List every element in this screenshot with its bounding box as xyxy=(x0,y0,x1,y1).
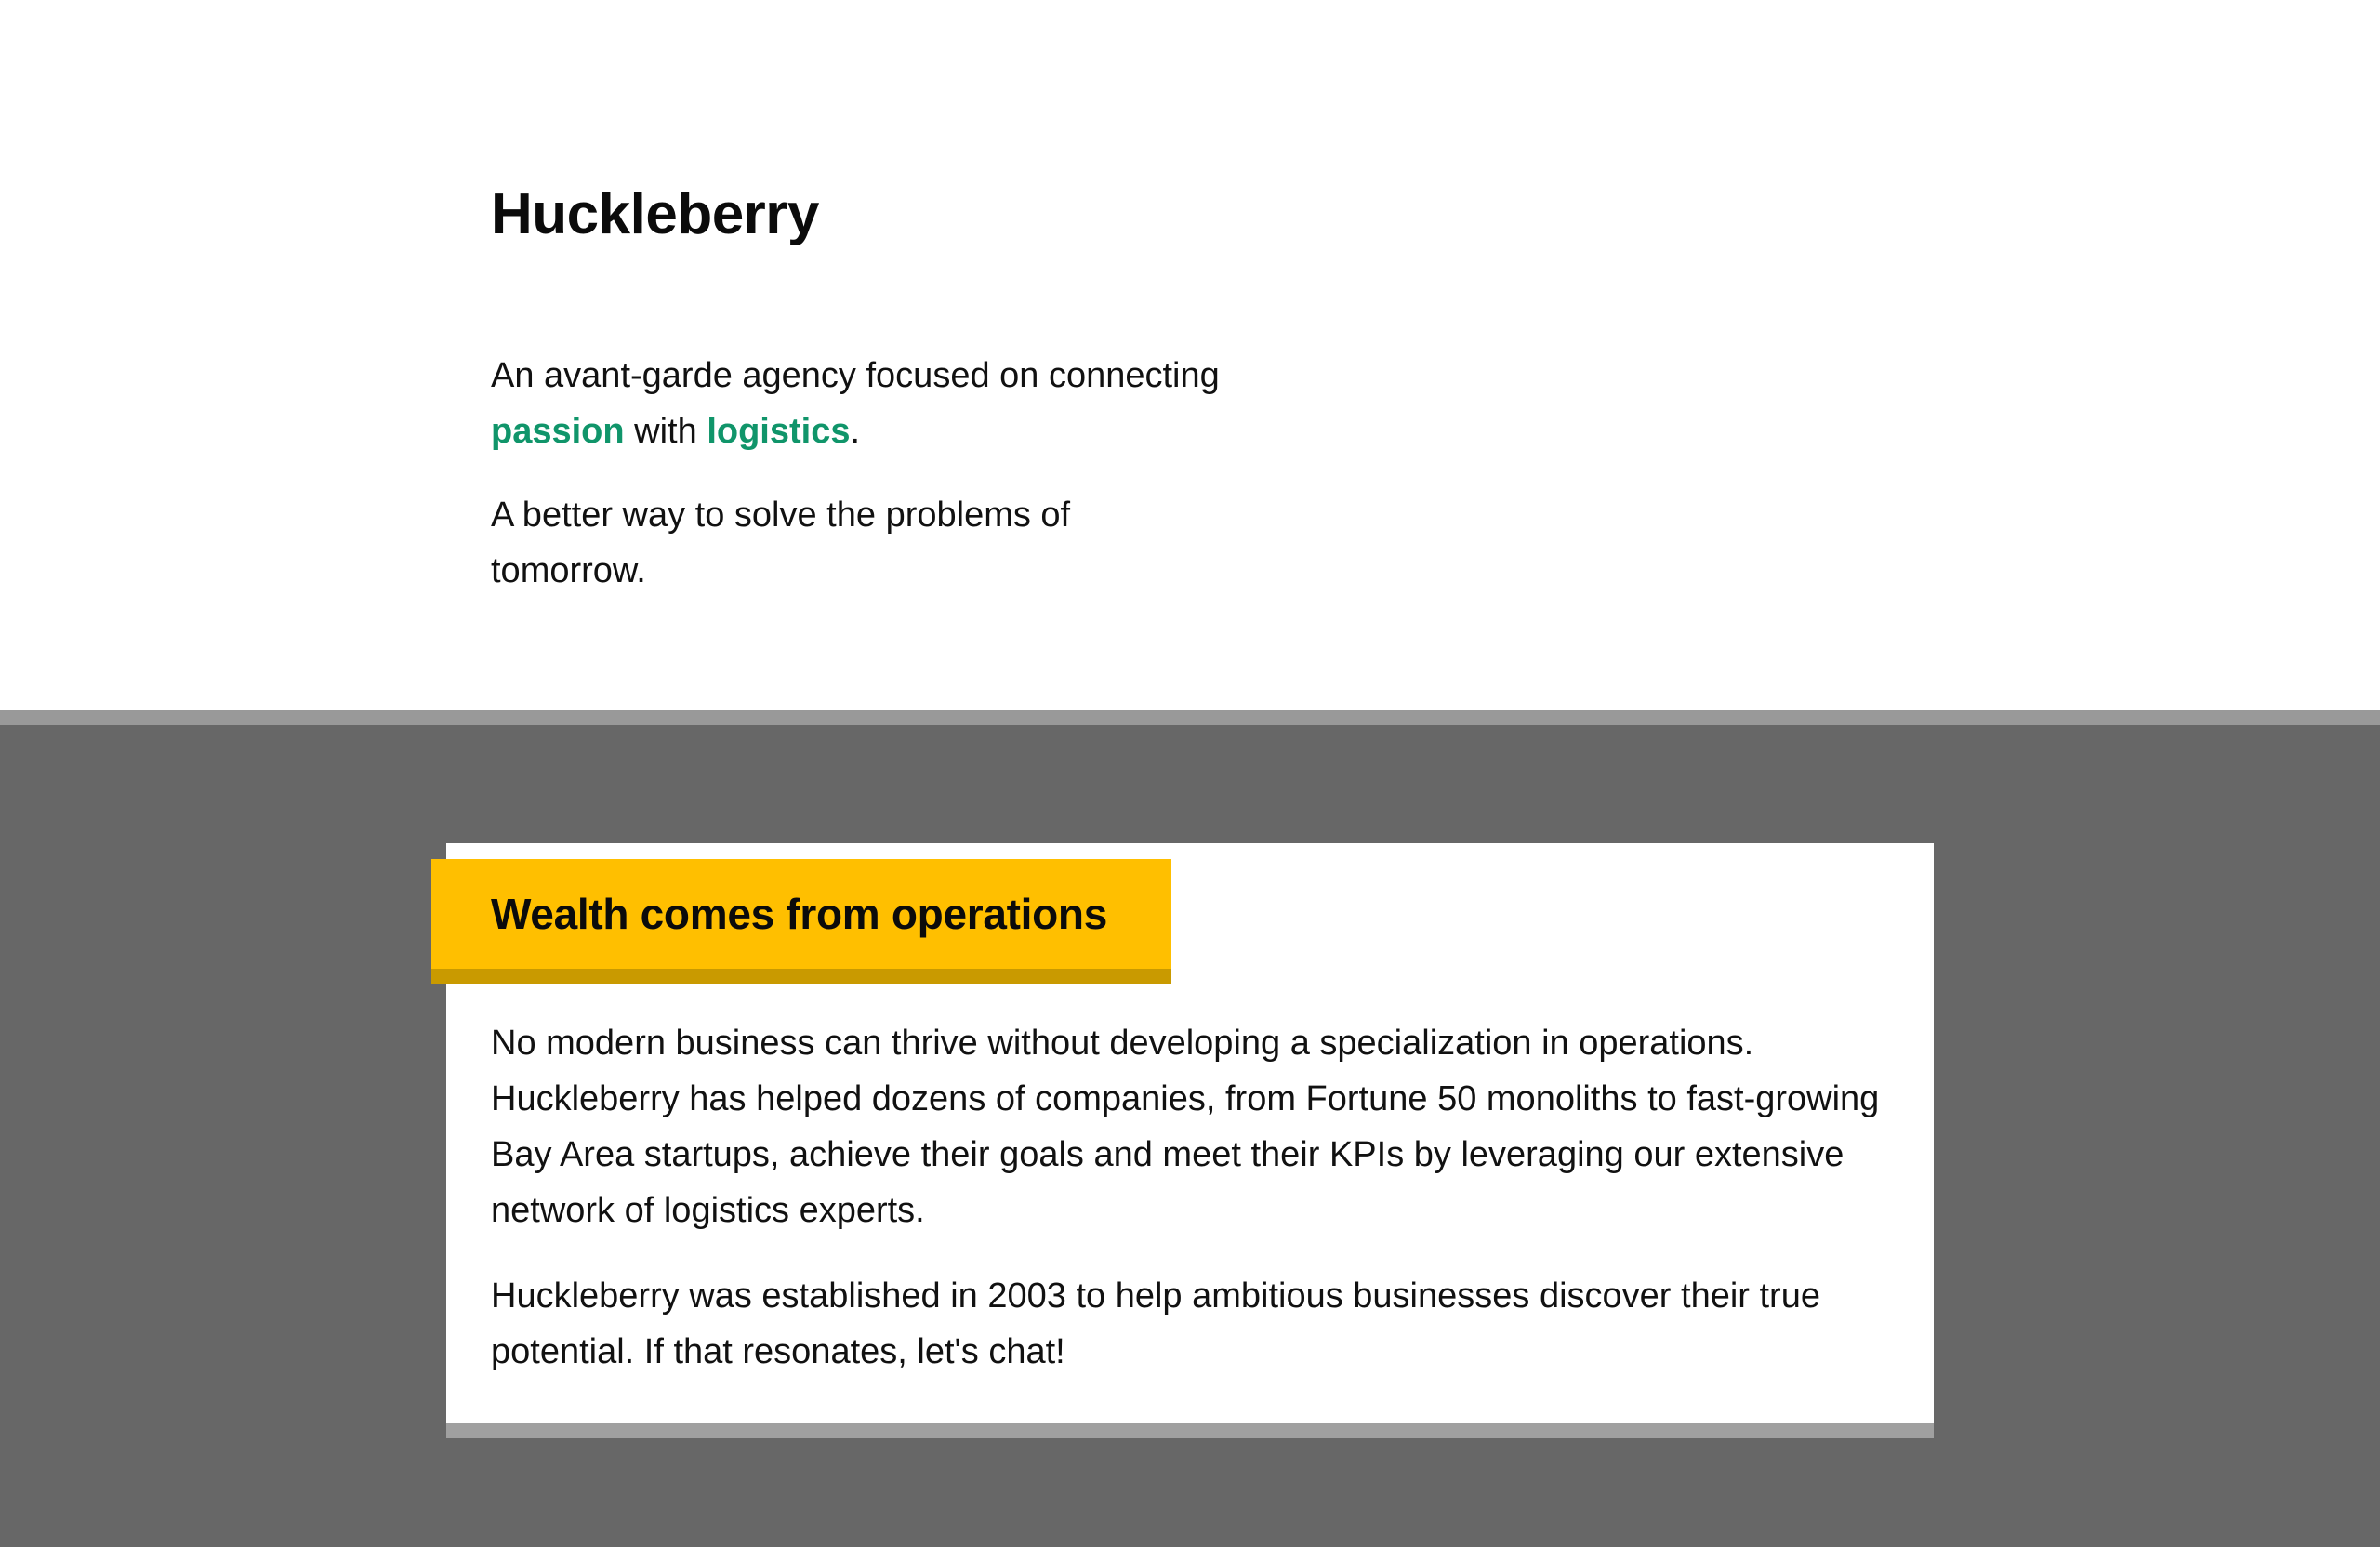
tagline-prefix: An avant-garde agency focused on connecting xyxy=(491,356,1220,395)
about-section xyxy=(0,725,2380,1547)
tagline-suffix: . xyxy=(850,412,861,451)
about-heading: Wealth comes from operations xyxy=(491,890,1108,938)
hero-tagline xyxy=(491,348,1290,459)
tagline-accent-logistics: logistics xyxy=(707,412,851,451)
tagline-middle: with xyxy=(624,412,707,451)
hero-subline: A better way to solve the problems of tomorrow. xyxy=(491,496,1071,590)
about-card-bottom-border xyxy=(446,1423,1934,1438)
hero-content xyxy=(491,177,1328,599)
page-title: Huckleberry xyxy=(491,182,819,246)
about-paragraph-1: No modern business can thrive without developing a specialization in operations. Huckleberry has helped dozens of companies, from Fortune 50 monoliths to fast-growing Bay Area startups, achieve their goals and meet their KPIs by leveraging our extensive network of logistics experts. xyxy=(491,1024,1880,1230)
tagline-accent-passion: passion xyxy=(491,412,625,451)
about-paragraph-2: Huckleberry was established in 2003 to help ambitious businesses discover their true potential. If that resonates, let's chat! xyxy=(491,1276,1820,1371)
hero-section xyxy=(0,0,2380,710)
heading-callout-shadow xyxy=(431,969,1171,984)
about-body xyxy=(491,1015,1895,1380)
section-divider xyxy=(0,710,2380,725)
